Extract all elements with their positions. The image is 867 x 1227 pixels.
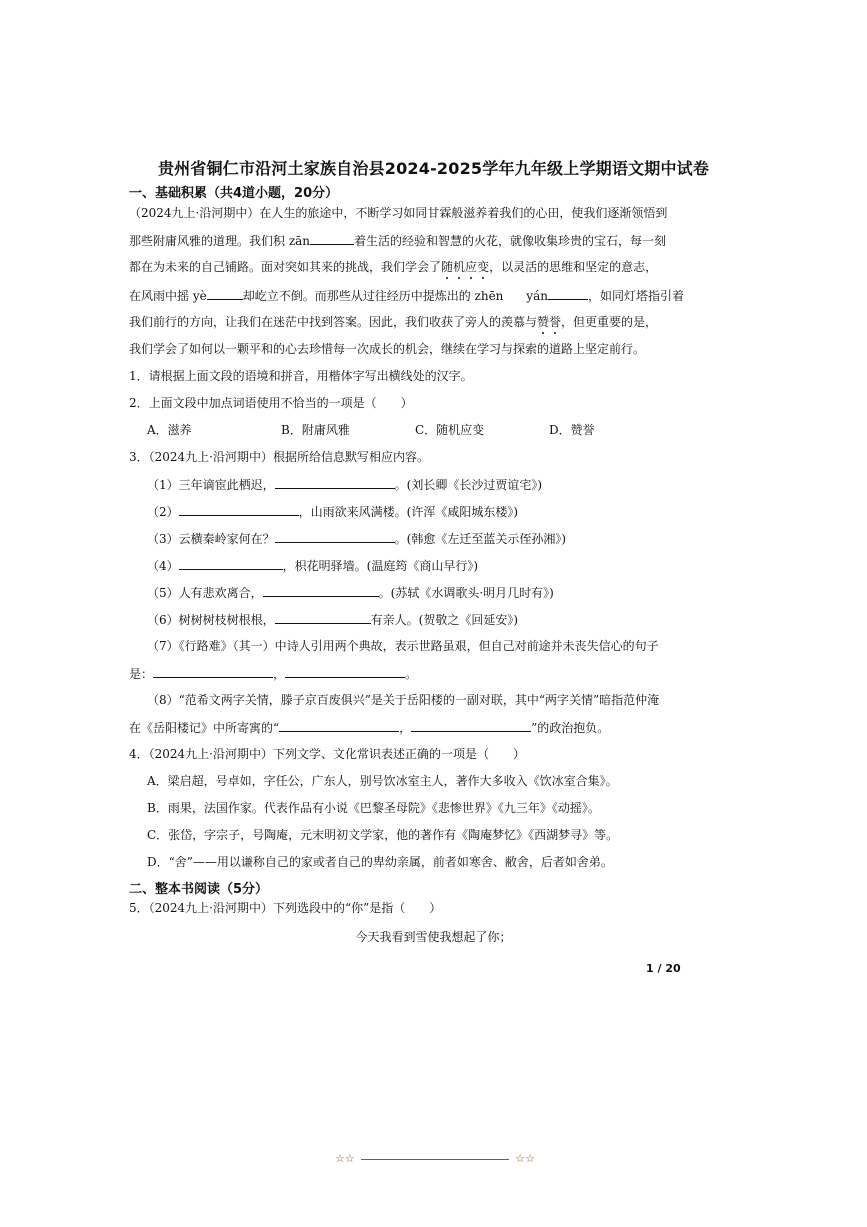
blank-line [548,287,588,300]
item-text: （2） [147,505,179,519]
item-text: ， [273,667,286,681]
question-3-item-4 [147,557,478,574]
question-4-option-c: C．张岱，字宗子，号陶庵，元末明初文学家，他的著作有《陶庵梦忆》《西湖梦寻》等。 [147,828,619,842]
item-text: 。(韩愈《左迁至蓝关示侄孙湘》) [394,532,567,546]
blank-line [285,665,405,678]
blank-line [153,665,273,678]
item-text: ”的政治抱负。 [531,721,610,735]
option-a: A．滋养 [147,423,192,437]
blank-line [411,719,531,732]
option-d: D．赞誉 [549,423,595,437]
item-text: 。(苏轼《水调歌头·明月几时有》) [378,586,554,600]
passage-text: 却屹立不倒。而那些从过往经历中提炼出的 zhēn [242,289,504,303]
passage-text: 在风雨中摇 yè [129,289,207,303]
footer-ornament [335,1151,535,1167]
blank-line [310,232,354,245]
item-text: （1）三年谪宦此栖迟， [147,478,275,492]
question-3-item-7: （7）《行路难》（其一）中诗人引用两个典故，表示世路虽艰，但自己对前途并未丧失信心的句子 [147,639,659,653]
question-4-option-b: B．雨果，法国作家。代表作品有小说《巴黎圣母院》《悲惨世界》《九三年》《动摇》。 [147,801,600,815]
item-text: 有亲人。(贺敬之《回延安》) [370,613,519,627]
dotted-word: 赞誉 [537,315,562,329]
question-3-item-5 [147,584,554,601]
passage-text: 我们前行的方向，让我们在迷茫中找到答案。因此，我们收获了旁人的羡慕与 [129,315,538,329]
item-text: （3）云横秦岭家何在？ [147,532,275,546]
question-3-item-8: （8）“范希文两字关情，滕子京百废俱兴”是关于岳阳楼的一副对联，其中“两字关情”暗指范仲淹 [147,693,660,707]
question-4-option-d: D．“舍”——用以谦称自己的家或者自己的卑幼亲属，前者如寒舍、敝舍，后者如舍弟。 [147,855,613,869]
blank-line [275,476,395,489]
star-icon: ☆☆ [515,1152,535,1165]
section-heading-2: 二、整本书阅读（5分） [129,882,269,897]
question-3-item-8-answer [129,719,609,736]
item-text: 在《岳阳楼记》中所寄寓的“ [129,721,280,735]
passage-line-3 [129,259,657,275]
passage-text: 那些附庸风雅的道理。我们积 zān [129,234,311,248]
question-3-item-6 [147,611,518,628]
blank-line [275,611,371,624]
section-heading-1: 一、基础积累（共4道小题，20分） [129,186,339,201]
question-3: 3．（2024九上·沿河期中）根据所给信息默写相应内容。 [129,450,429,464]
question-4-option-a: A．梁启超，号卓如，字任公，广东人，别号饮冰室主人，著作大多收入《饮冰室合集》。 [147,774,618,788]
item-text: （5）人有悲欢离合， [147,586,263,600]
poem-line: 今天我看到雪使我想起了你； [355,930,512,944]
question-4: 4．（2024九上·沿河期中）下列文学、文化常识表述正确的一项是（ ） [129,747,525,761]
passage-text: 都在为未来的自己铺路。面对突如其来的挑战，我们学会了 [129,260,442,274]
passage-text: 着生活的经验和智慧的火花，就像收集珍贵的宝石，每一刻 [354,234,667,248]
passage-text: ，但更重要的是， [561,315,658,329]
question-2: 2．上面文段中加点词语使用不恰当的一项是（ ） [129,396,413,410]
question-2-options [147,422,595,438]
passage-line-4 [129,287,684,304]
page-number: 1 / 20 [646,962,681,975]
question-5: 5．（2024九上·沿河期中）下列选段中的“你”是指（ ） [129,901,442,915]
blank-line [279,719,399,732]
item-text: （6）树树树枝树根根， [147,613,275,627]
page-title: 贵州省铜仁市沿河土家族自治县2024-2025学年九年级上学期语文期中试卷 [157,159,710,178]
passage-text: yán [526,289,548,303]
passage-line-2 [129,232,666,249]
item-text: 。 [405,667,418,681]
item-text: （4） [147,559,179,573]
question-1: 1．请根据上面文段的语境和拼音，用楷体字写出横线处的汉字。 [129,369,473,383]
option-b: B．附庸风雅 [281,423,350,437]
passage-text: ，以灵活的思维和坚定的意志， [489,260,658,274]
option-c: C．随机应变 [415,423,485,437]
item-text: 。(刘长卿《长沙过贾谊宅》) [394,478,543,492]
blank-line [179,503,299,516]
passage-text: ，如同灯塔指引着 [587,289,684,303]
footer-rule [361,1159,509,1160]
item-text: ，枳花明驿墙。(温庭筠《商山早行》) [282,559,479,573]
question-3-item-1 [147,476,542,493]
passage-line-1: （2024九上·沿河期中）在人生的旅途中，不断学习如同甘霖般滋养着我们的心田，使我们逐渐领悟到 [129,206,668,220]
passage-line-6: 我们学会了如何以一颗平和的心去珍惜每一次成长的机会，继续在学习与探索的道路上坚定前行。 [129,342,646,356]
question-3-item-3 [147,530,566,547]
blank-line [179,557,283,570]
question-3-item-7-answer [129,665,417,682]
question-3-item-2 [147,503,518,520]
blank-line [207,287,243,300]
item-text: 是： [129,667,154,681]
item-text: ，山雨欲来风满楼。(许浑《咸阳城东楼》) [298,505,519,519]
blank-line [263,584,379,597]
item-text: ， [399,721,412,735]
passage-line-5 [129,314,657,330]
star-icon: ☆☆ [335,1152,355,1165]
dotted-word: 随机应变 [441,260,490,274]
blank-line [275,530,395,543]
